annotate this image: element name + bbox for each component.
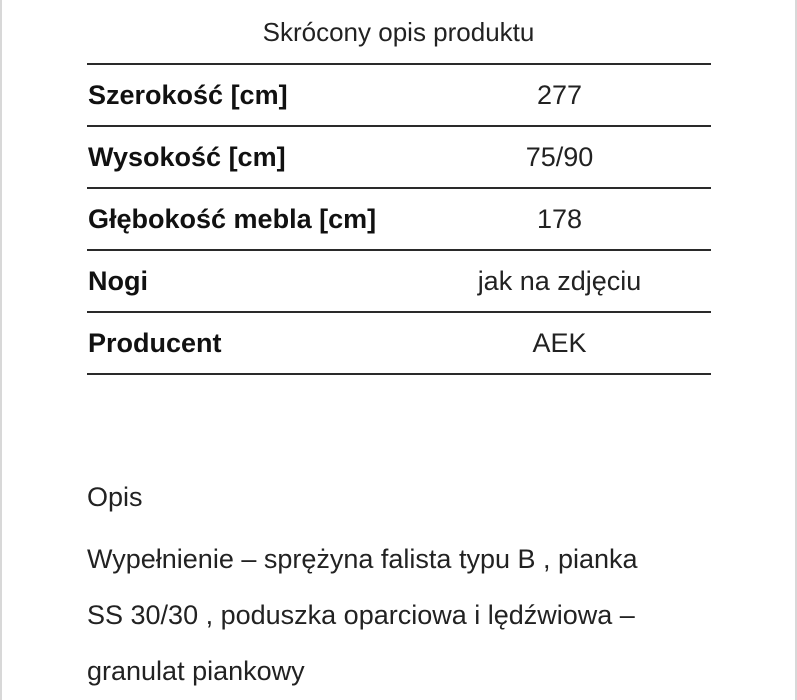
row-value: jak na zdjęciu [477,265,642,296]
product-spec-table [87,63,711,375]
row-label: Głębokość mebla [cm] [88,203,377,234]
table-row-manufacturer [87,313,711,375]
row-label: Producent [88,327,222,358]
description-line: Wypełnienie – sprężyna falista typu B , pianka [87,544,638,574]
row-value: 178 [536,203,583,234]
description-line: SS 30/30 , poduszka oparciowa i lędźwiowa – [87,600,635,630]
table-caption: Skrócony opis produktu [262,17,535,47]
table-row-depth [87,189,711,251]
table-row-width [87,65,711,127]
row-label: Szerokość [cm] [88,79,288,110]
description-heading: Opis [87,482,143,512]
row-label: Nogi [88,265,148,296]
description-text [87,531,727,699]
row-label: Wysokość [cm] [88,141,286,172]
row-value: AEK [532,327,587,358]
row-value: 75/90 [525,141,594,172]
row-value: 277 [536,79,583,110]
description-line: granulat piankowy [87,656,305,686]
page-frame-left [0,0,2,700]
table-row-height [87,127,711,189]
product-description [87,475,727,699]
table-row-legs [87,251,711,313]
